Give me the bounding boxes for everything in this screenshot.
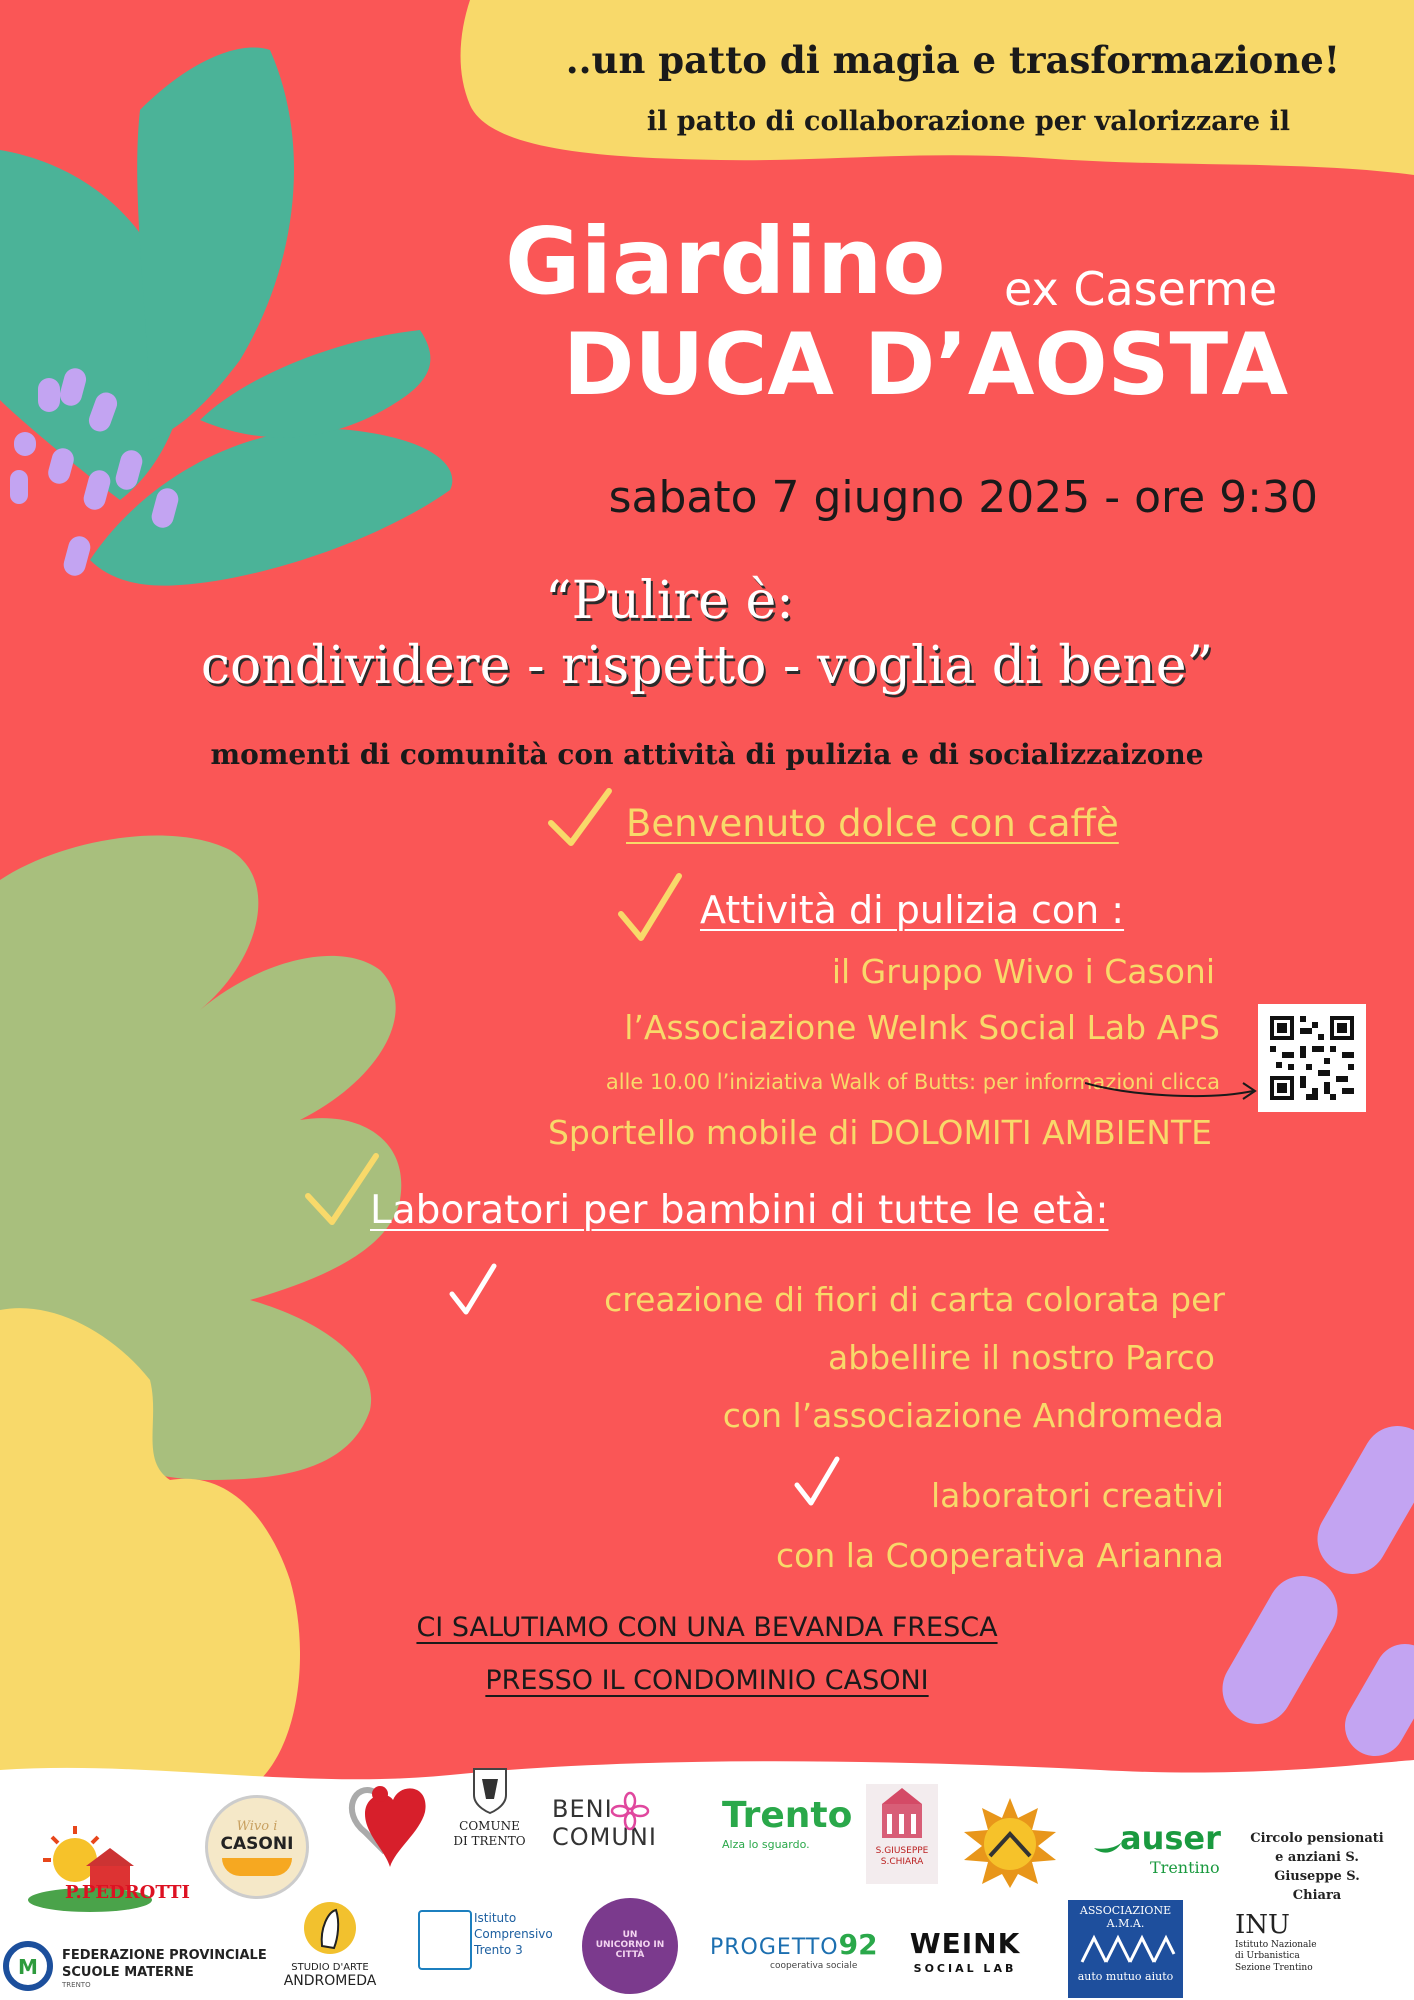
closing-line-2: PRESSO IL CONDOMINIO CASONI [485,1665,929,1696]
labs-title: Laboratori per bambini di tutte le età: [370,1188,1109,1233]
lab2-line-2: con la Cooperativa Arianna [775,1536,1224,1575]
fpsm-label-3: TRENTO [62,1981,91,1989]
header-tagline: ..un patto di magia e trasformazione! [565,38,1340,82]
istituto-label: Istituto Comprensivo Trento 3 [474,1911,553,1958]
ama-sub-label: auto mutuo aiuto [1077,1970,1174,1983]
qr-code[interactable] [1258,1004,1366,1112]
welcome-item: Benvenuto dolce con caffè [626,802,1119,845]
progetto-label: PROGETTO [710,1935,839,1960]
lab1-line-1: creazione di fiori di carta colorata per [604,1280,1225,1319]
lab1-line-3: con l’associazione Andromeda [722,1396,1224,1435]
flower-icon [610,1791,650,1831]
trento-sub-label: Alza lo sguardo. [722,1838,810,1851]
sgiuseppe-logo [866,1784,938,1884]
pedrotti-logo [20,1820,190,1920]
weink-logo [900,1927,1030,1980]
check-icon [615,870,685,950]
istituto-emblem-icon [418,1910,472,1970]
trento-label: Trento [722,1795,853,1836]
unicorno-logo [582,1898,678,1994]
title-ex: ex Caserme [1004,262,1278,316]
cleaning-item-dolomiti: Sportello mobile di DOLOMITI AMBIENTE [547,1113,1212,1152]
fpsm-label-1: FEDERAZIONE PROVINCIALE [62,1948,267,1963]
ama-label-2: A.M.A. [1106,1917,1145,1930]
auser-label: auser [1120,1819,1221,1857]
comune-label: COMUNE DI TRENTO [453,1819,526,1848]
event-description: momenti di comunità con attività di pulizia e di socializzaizone [210,738,1204,771]
beni-comuni-logo [552,1795,682,1875]
casoni-logo [205,1795,309,1899]
casoni-label: CASONI [220,1833,294,1854]
ama-logo [1068,1900,1183,1998]
comune-logo [452,1765,527,1875]
inu-label: INU [1235,1910,1290,1940]
inu-sub-label: Istituto Nazionale di Urbanistica Sezione Trentino [1235,1940,1317,1973]
inu-logo [1235,1912,1385,1997]
circolo-label: Circolo pensionati e anziani S. Giuseppe S. Chiara [1250,1831,1384,1903]
auser-sub-label: Trentino [1150,1858,1220,1877]
sun-association-logo [960,1798,1060,1888]
header-subtitle: il patto di collaborazione per valorizzare il [646,106,1290,137]
title-place: DUCA D’AOSTA [563,315,1289,415]
fpsm-logo [0,1940,267,1995]
qr-code-icon [1258,1004,1366,1112]
beni-label: BENI [552,1795,613,1823]
top-yellow-blob [461,0,1414,175]
quote-line-2: condividere - rispetto - voglia di bene” [200,636,1214,696]
andromeda-logo [275,1898,385,1998]
coat-of-arms-icon [470,1765,510,1815]
quote-line-1: “Pulire è: [545,571,794,631]
casoni-top-label: Wivo i [236,1818,278,1834]
weink-sub-label: SOCIAL LAB [913,1962,1017,1975]
title-main: Giardino [505,208,946,315]
cleaning-title: Attività di pulizia con : [700,888,1125,932]
unicorno-label: UN UNICORNO IN CITTÀ [595,1930,665,1960]
trento-logo [722,1795,853,1868]
sgiuseppe-label: S.GIUSEPPE S.CHIARA [875,1846,929,1867]
event-date: sabato 7 giugno 2025 - ore 9:30 [608,472,1318,523]
closing-line-1: CI SALUTIAMO CON UNA BEVANDA FRESCA [416,1612,998,1643]
istituto-logo [418,1910,553,1970]
andromeda-label-1: STUDIO D'ARTE [291,1962,369,1973]
lab2-line-1: laboratori creativi [931,1476,1224,1515]
arrow-icon [1085,1075,1265,1105]
svg-text:M: M [18,1955,38,1979]
pedrotti-label: P.PEDROTTI [65,1882,190,1903]
check-icon [545,785,615,855]
cleaning-item-walk-of-butts: alle 10.00 l’iniziativa Walk of Butts: per informazioni clicca [605,1070,1220,1094]
lab1-line-2: abbellire il nostro Parco [828,1338,1215,1377]
sun-icon [20,1820,160,1920]
progetto-number: 92 [838,1928,878,1961]
people-icon [1076,1930,1176,1966]
auser-logo [1090,1819,1225,1882]
ama-label-1: ASSOCIAZIONE [1079,1904,1172,1917]
weink-label: WEINK [909,1927,1021,1960]
fpsm-emblem-icon [2,1940,58,1992]
lilac-pills-right [1210,1413,1414,1767]
hearts-logo [345,1772,435,1877]
andromeda-label-2: ANDROMEDA [283,1973,377,1989]
comuni-label: COMUNI [552,1823,657,1851]
andromeda-emblem-icon [300,1898,360,1958]
church-icon [872,1784,932,1842]
progetto-sub-label: cooperativa sociale [770,1961,858,1971]
cleaning-item-wivo: il Gruppo Wivo i Casoni [831,952,1215,991]
progetto92-logo [710,1928,878,1973]
fpsm-label-2: SCUOLE MATERNE [62,1965,194,1980]
cleaning-item-weink: l’Associazione WeInk Social Lab APS [624,1008,1220,1047]
